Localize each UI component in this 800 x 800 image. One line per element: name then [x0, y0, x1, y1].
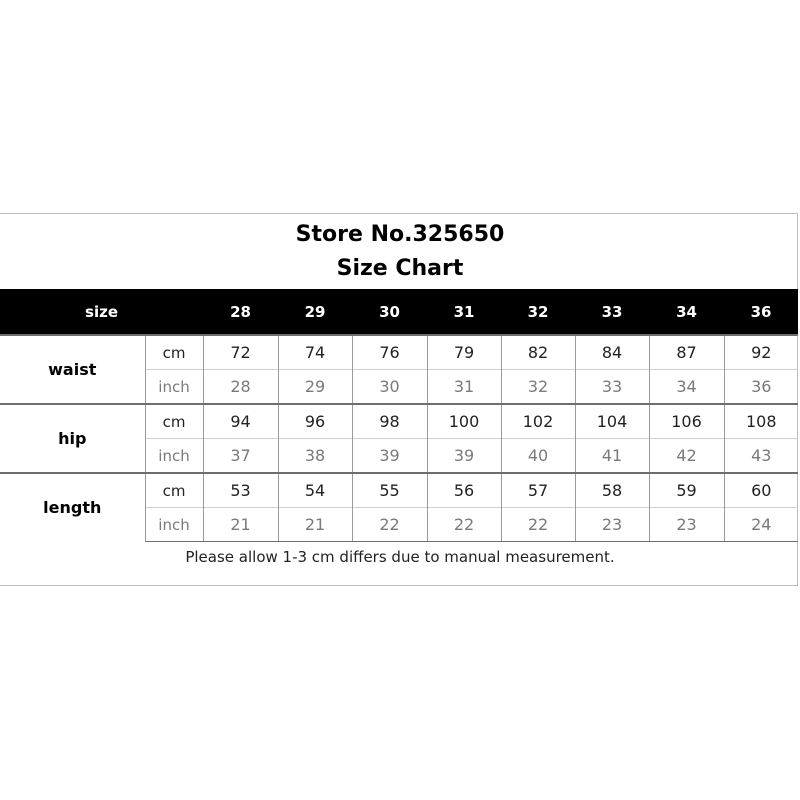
cm-value-cell: 104 — [575, 404, 649, 439]
cm-value-cell: 74 — [278, 335, 352, 370]
size-header-label: size — [0, 289, 203, 335]
cm-value-cell: 56 — [427, 473, 501, 508]
cm-value-cell: 76 — [352, 335, 427, 370]
cm-value-cell: 84 — [575, 335, 649, 370]
inch-value-cell: 21 — [203, 508, 278, 542]
cm-value-cell: 72 — [203, 335, 278, 370]
unit-cm-label: cm — [145, 404, 203, 439]
inch-value-cell: 39 — [427, 439, 501, 474]
inch-value-cell: 43 — [724, 439, 798, 474]
cm-value-cell: 87 — [649, 335, 724, 370]
inch-value-cell: 23 — [575, 508, 649, 542]
size-header-cell: 32 — [501, 289, 575, 335]
measure-label: hip — [0, 404, 145, 473]
cm-value-cell: 60 — [724, 473, 798, 508]
cm-value-cell: 106 — [649, 404, 724, 439]
cm-value-cell: 54 — [278, 473, 352, 508]
inch-value-cell: 41 — [575, 439, 649, 474]
cm-value-cell: 100 — [427, 404, 501, 439]
size-header-cell: 28 — [203, 289, 278, 335]
inch-value-cell: 32 — [501, 370, 575, 405]
cm-row — [0, 473, 798, 508]
size-table — [0, 289, 798, 542]
size-header-cell: 33 — [575, 289, 649, 335]
size-header-cell: 29 — [278, 289, 352, 335]
cm-row — [0, 404, 798, 439]
inch-value-cell: 22 — [501, 508, 575, 542]
size-header-cell: 30 — [352, 289, 427, 335]
inch-value-cell: 37 — [203, 439, 278, 474]
unit-cm-label: cm — [145, 473, 203, 508]
inch-value-cell: 34 — [649, 370, 724, 405]
measure-label: waist — [0, 335, 145, 404]
inch-value-cell: 21 — [278, 508, 352, 542]
cm-value-cell: 92 — [724, 335, 798, 370]
cm-value-cell: 102 — [501, 404, 575, 439]
unit-inch-label: inch — [145, 508, 203, 542]
size-header-cell: 31 — [427, 289, 501, 335]
cm-value-cell: 57 — [501, 473, 575, 508]
cm-value-cell: 79 — [427, 335, 501, 370]
inch-value-cell: 28 — [203, 370, 278, 405]
inch-value-cell: 22 — [427, 508, 501, 542]
unit-inch-label: inch — [145, 439, 203, 474]
header-row — [0, 289, 798, 335]
inch-value-cell: 36 — [724, 370, 798, 405]
inch-value-cell: 30 — [352, 370, 427, 405]
cm-value-cell: 96 — [278, 404, 352, 439]
measure-label: length — [0, 473, 145, 542]
inch-value-cell: 23 — [649, 508, 724, 542]
cm-value-cell: 98 — [352, 404, 427, 439]
measurement-note: Please allow 1-3 cm differs due to manual measurement. — [185, 548, 615, 566]
store-title: Store No.325650 — [295, 222, 505, 247]
cm-value-cell: 58 — [575, 473, 649, 508]
inch-value-cell: 38 — [278, 439, 352, 474]
unit-inch-label: inch — [145, 370, 203, 405]
inch-value-cell: 40 — [501, 439, 575, 474]
inch-value-cell: 42 — [649, 439, 724, 474]
chart-title: Size Chart — [336, 256, 464, 281]
inch-value-cell: 33 — [575, 370, 649, 405]
inch-value-cell: 22 — [352, 508, 427, 542]
unit-cm-label: cm — [145, 335, 203, 370]
size-header-cell: 36 — [724, 289, 798, 335]
cm-value-cell: 82 — [501, 335, 575, 370]
cm-row — [0, 335, 798, 370]
inch-value-cell: 39 — [352, 439, 427, 474]
cm-value-cell: 53 — [203, 473, 278, 508]
cm-value-cell: 94 — [203, 404, 278, 439]
cm-value-cell: 55 — [352, 473, 427, 508]
cm-value-cell: 108 — [724, 404, 798, 439]
size-header-cell: 34 — [649, 289, 724, 335]
inch-value-cell: 24 — [724, 508, 798, 542]
inch-value-cell: 31 — [427, 370, 501, 405]
cm-value-cell: 59 — [649, 473, 724, 508]
inch-value-cell: 29 — [278, 370, 352, 405]
